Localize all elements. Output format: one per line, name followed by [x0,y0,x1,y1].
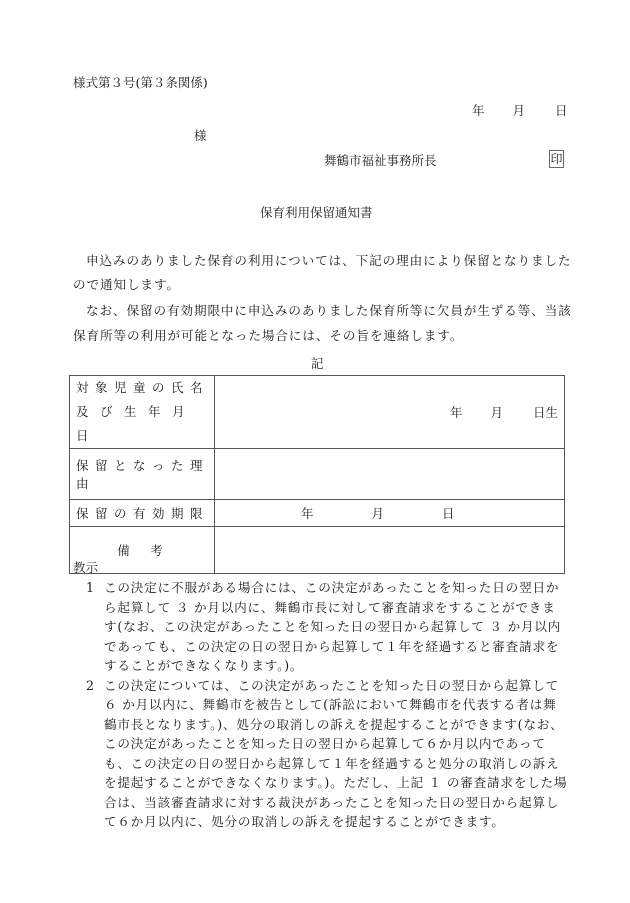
birth-month: 月 [490,405,503,420]
seal-mark: 印 [550,152,563,166]
validity-day: 日 [442,506,455,521]
birth-year: 年 [449,405,463,420]
paragraph-2-line-2: 保育所等の利用が可能となった場合には、その旨を連絡します。 [73,328,464,343]
notes-heading: 教示 [73,560,99,575]
birth-day: 日生 [532,405,558,420]
label-remarks: 備 考 [70,527,215,574]
issuer-name: 舞鶴市福祉事務所長 [324,153,437,168]
table-row [70,449,565,500]
notes-list [80,578,568,832]
validity-period-field[interactable] [215,500,565,527]
paragraph-1 [73,249,572,273]
date-day: 日 [555,103,568,118]
remarks-field[interactable] [215,527,565,574]
note-text: この決定に不服がある場合には、この決定があったことを知った日の翌日から起算して ３ か月以内に、舞鶴市長に対して審査請求をすることができます(なお、この決定があったことを知った日の翌日から起算して ３ か月以内であっても、この決定の日の翌日から起算して１年を経過すると審査請求をすることができなくなります。)。 [104,580,562,673]
label-reason: 保留となった理由 [70,449,215,500]
label-line-2: 及び生年月日 [76,404,197,443]
paragraph-2-cont [73,324,567,348]
form-number: 様式第３号(第３条関係) [73,75,208,90]
ki-heading: 記 [311,356,324,371]
label-validity-period: 保留の有効期限 [70,500,215,527]
validity-month: 月 [371,506,385,521]
record-table [69,375,565,574]
label-line-1: 対象児童の氏名 [76,380,210,395]
table-row [70,500,565,527]
table-row [70,376,565,449]
paragraph-2-line-1: なお、保留の有効期限中に申込みのありました保育所等に欠員が生ずる等、当該 [86,303,572,318]
paragraph-1-line-2: ので通知します。 [73,277,180,292]
reason-field[interactable] [215,449,565,500]
paragraph-2 [73,299,572,323]
document-title: 保育利用保留通知書 [260,205,373,220]
validity-year: 年 [301,506,314,521]
note-item-2 [80,676,568,832]
label-child-name-birthdate [70,376,215,449]
issue-date [472,101,568,119]
note-number: 1 [86,580,95,595]
note-text: この決定については、この決定があったことを知った日の翌日から起算して６ か月以内に、舞鶴市を被告として(訴訟において舞鶴市を代表する者は舞鶴市長となります。)、処分の取消しの訴えを提起することができます(なお、この決定があったことを知った日の翌日から起算して６か月以内であっても、この決定の日の翌日から起算して１年を経過すると処分の取消しの訴えを提起することができなくなります。)。ただし、上記 １ の審査請求をした場合は、当該審査請求に対する裁決があったことを知った日の翌日から起算して６か月以内に、処分の取消しの訴えを提起することができます。 [104,677,568,829]
paragraph-1-line-1: 申込みのありました保育の利用については、下記の理由により保留となりました [86,253,572,268]
date-year: 年 [472,103,485,118]
note-item-1 [80,578,568,676]
paragraph-1-cont [73,273,567,297]
date-month: 月 [512,103,526,118]
table-row [70,527,565,574]
note-number: 2 [86,677,95,693]
child-name-birthdate-field[interactable] [215,376,565,449]
addressee-suffix: 様 [194,128,207,143]
